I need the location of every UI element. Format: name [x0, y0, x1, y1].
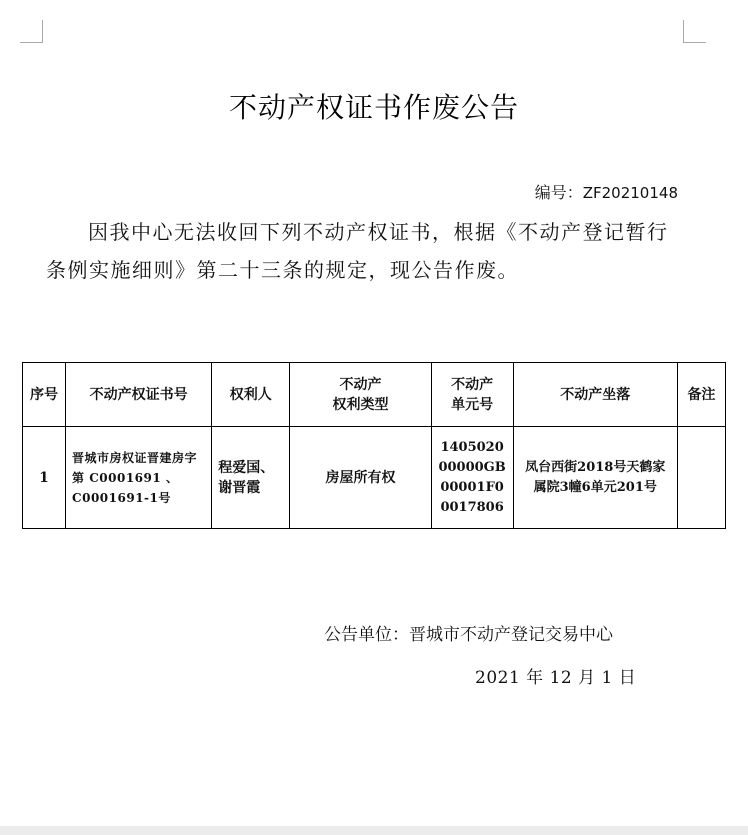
- cell-remarks: [677, 427, 725, 529]
- cell-cert-no: 晋城市房权证晋建房字 第 C0001691 、C0001691-1号: [66, 427, 212, 529]
- cell-location: 凤台西街2018号天鹤家属院3幢6单元201号: [513, 427, 677, 529]
- header-remarks: 备注: [677, 363, 725, 427]
- header-right-type-line2: 权利类型: [332, 396, 389, 413]
- cell-holder: 程爱国、谢晋霞: [212, 427, 290, 529]
- document-title: 不动产权证书作废公告: [228, 91, 519, 124]
- issuing-unit: 公告单位：晋城市不动产登记交易中心: [324, 625, 613, 645]
- notice-body: 因我中心无法收回下列不动产权证书，根据《不动产登记暂行条例实施细则》第二十三条的规定，现公告作废。: [46, 220, 669, 282]
- crop-mark-top-right: [683, 20, 706, 43]
- document-number: [535, 180, 678, 203]
- cell-right-type: 房屋所有权: [290, 427, 431, 529]
- table-header-row: [23, 363, 726, 427]
- cell-unit-no: 140502000000GB00001F00017806: [431, 427, 513, 529]
- crop-mark-top-left: [20, 20, 43, 43]
- header-unit-no-line1: 不动产: [451, 376, 494, 393]
- header-right-type-line1: 不动产: [339, 376, 382, 393]
- voided-certificates-table: [22, 362, 726, 529]
- header-location: 不动产坐落: [513, 363, 677, 427]
- document-number-value: ZF20210148: [582, 184, 678, 202]
- header-right-type: [290, 363, 431, 427]
- cell-seq: 1: [23, 427, 66, 529]
- table-row: [23, 427, 726, 529]
- header-seq: 序号: [23, 363, 66, 427]
- header-cert-no: 不动产权证书号: [66, 363, 212, 427]
- header-unit-no: [431, 363, 513, 427]
- header-unit-no-line2: 单元号: [451, 396, 494, 413]
- header-holder: 权利人: [212, 363, 290, 427]
- issue-date: 2021 年 12 月 1 日: [475, 668, 637, 688]
- document-number-label: 编号：: [534, 183, 583, 202]
- page-bottom-edge: [0, 826, 748, 835]
